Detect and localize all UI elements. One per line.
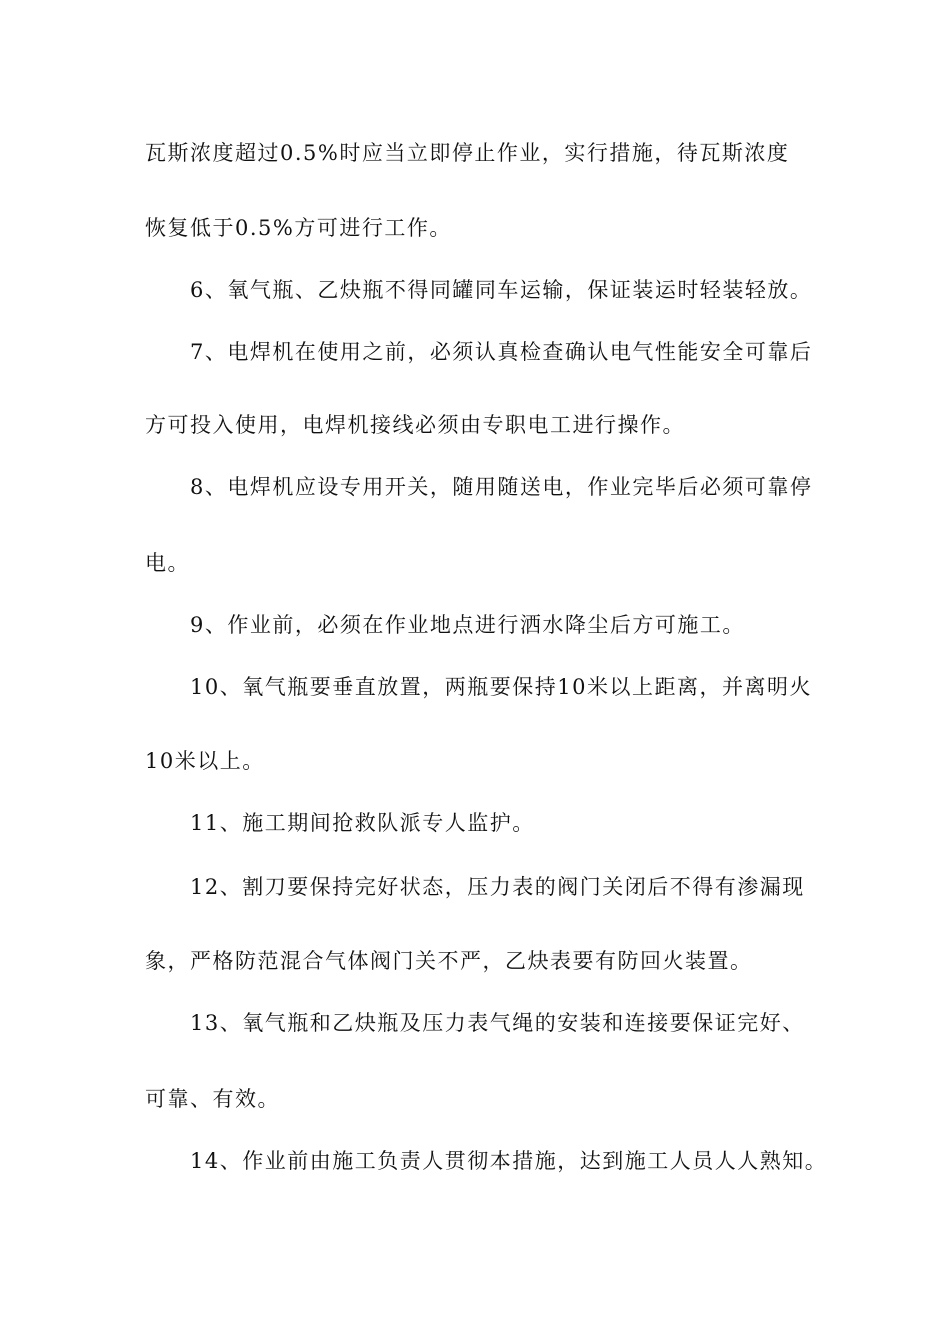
text-line: 7、电焊机在使用之前，必须认真检查确认电气性能安全可靠后: [190, 340, 813, 364]
text-line: 10米以上。: [145, 749, 265, 773]
text-line: 13、氧气瓶和乙炔瓶及压力表气绳的安装和连接要保证完好、: [190, 1011, 805, 1035]
text-line: 瓦斯浓度超过0.5%时应当立即停止作业，实行措施，待瓦斯浓度: [145, 141, 790, 165]
text-line: 6、氧气瓶、乙炔瓶不得同罐同车运输，保证装运时轻装轻放。: [190, 278, 813, 302]
text-line: 14、作业前由施工负责人贯彻本措施，达到施工人员人人熟知。: [190, 1149, 828, 1173]
text-line: 电。: [145, 551, 190, 575]
text-line: 9、作业前，必须在作业地点进行洒水降尘后方可施工。: [190, 613, 745, 637]
text-line: 8、电焊机应设专用开关，随用随送电，作业完毕后必须可靠停: [190, 475, 813, 499]
text-line: 11、施工期间抢救队派专人监护。: [190, 811, 535, 835]
text-line: 象，严格防范混合气体阀门关不严，乙炔表要有防回火装置。: [145, 949, 753, 973]
text-line: 方可投入使用，电焊机接线必须由专职电工进行操作。: [145, 413, 685, 437]
text-line: 10、氧气瓶要垂直放置，两瓶要保持10米以上距离，并离明火: [190, 675, 812, 699]
text-line: 12、割刀要保持完好状态，压力表的阀门关闭后不得有渗漏现: [190, 875, 805, 899]
text-line: 可靠、有效。: [145, 1087, 280, 1111]
text-line: 恢复低于0.5%方可进行工作。: [145, 216, 452, 240]
